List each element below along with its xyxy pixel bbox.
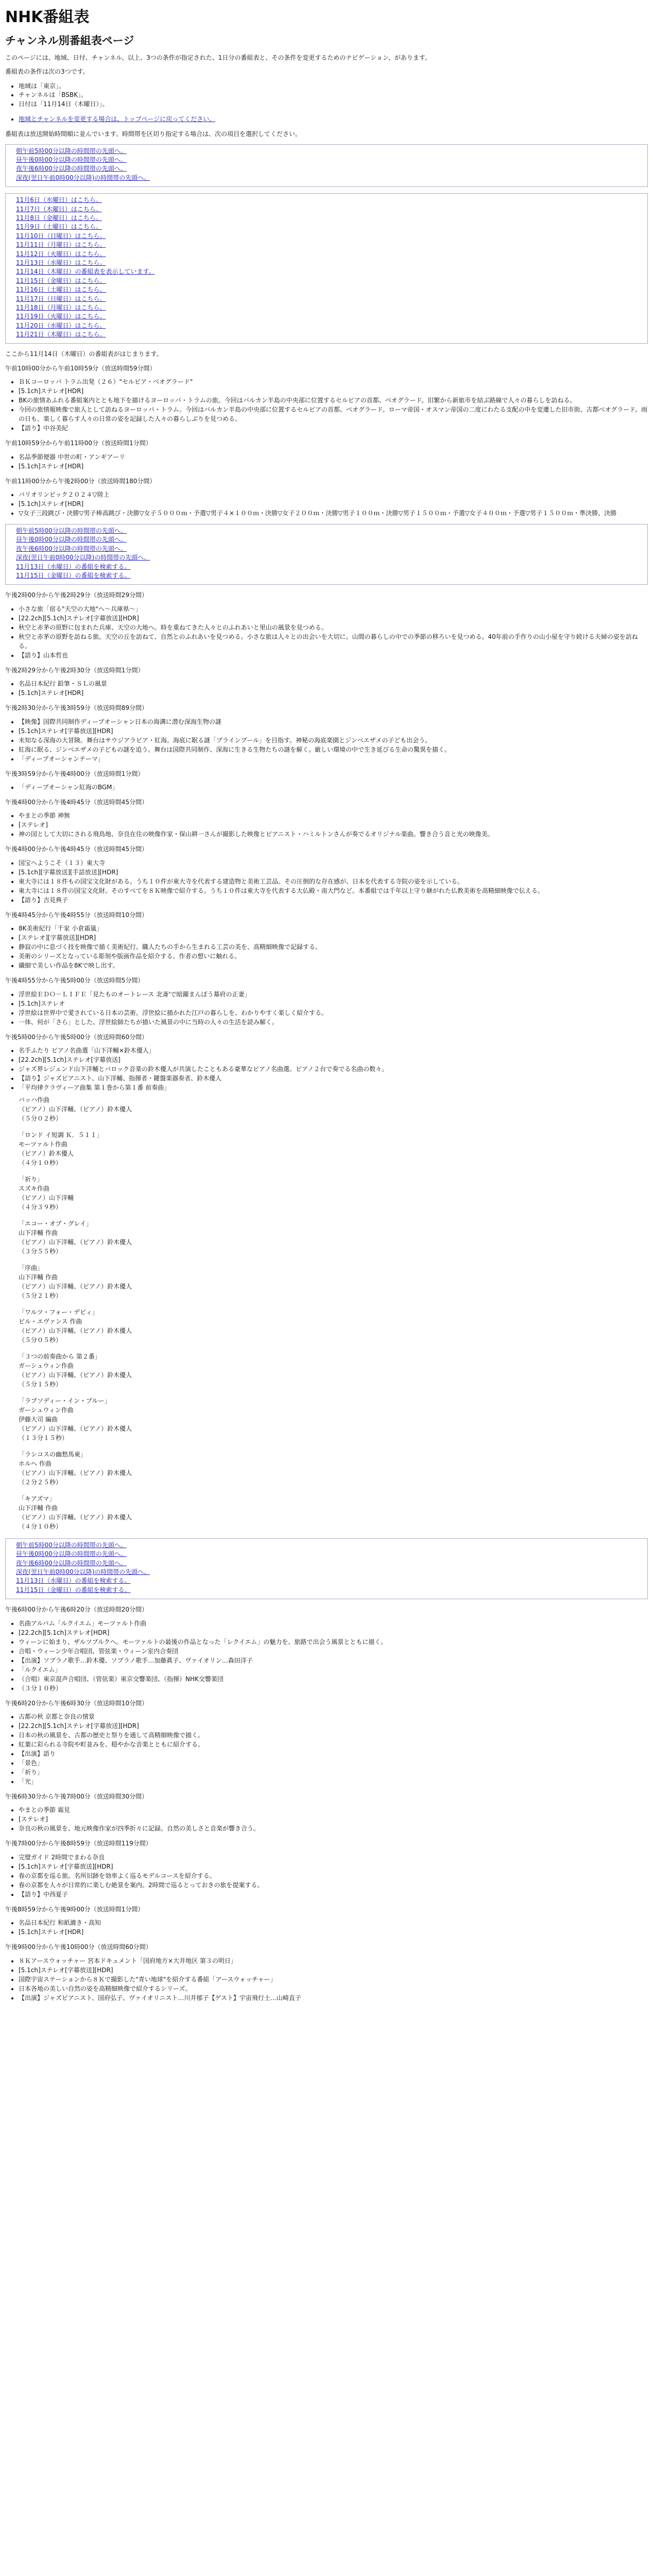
mid-nav2-link[interactable]: 朝午前5時00分以降の時間帯の先頭へ。 — [16, 1541, 127, 1549]
program-details — [5, 858, 648, 905]
program-slot — [5, 1839, 648, 1899]
piece-line: スズキ作曲 — [19, 1184, 50, 1192]
program-slot — [5, 591, 648, 659]
program-detail: • 国際宇宙ステーションから８Ｋで撮影した"青い地球"を紹介する番組「アースウォッチャー」 — [19, 1975, 648, 1984]
date-nav-item — [16, 241, 644, 249]
date-nav-link[interactable]: 11月13日（水曜日）はこちら。 — [16, 259, 106, 266]
program-details — [5, 990, 648, 1027]
program-detail: • [22.2ch][5.1ch]ステレオ[字幕放送][HDR] — [19, 614, 648, 623]
mid-nav-item — [16, 553, 644, 562]
program-detail: • [5.1ch]ステレオ[HDR] — [19, 462, 648, 471]
program-detail: • 名品日本紀行 鉛筆・ＳＬの風景 — [19, 679, 648, 688]
program-detail: • [22.2ch][5.1ch]ステレオ[HDR] — [19, 1628, 648, 1637]
program-details — [5, 924, 648, 970]
piece-item — [19, 1263, 648, 1300]
mid-nav2-link[interactable]: 夜午後6時00分以降の時間帯の先頭へ。 — [16, 1559, 127, 1567]
piece-line: （４分１０秒） — [19, 1159, 62, 1166]
piece-line: 伊藤大司 編曲 — [19, 1415, 58, 1423]
program-slot — [5, 911, 648, 970]
program-detail: • [ステレオ][字幕放送][HDR] — [19, 933, 648, 942]
program-slot — [5, 1905, 648, 1937]
program-detail: • 【語り】ジャズピアニスト、山下洋輔、指揮者・鍵盤楽器奏者、鈴木優人 — [19, 1074, 648, 1083]
program-slot — [5, 1699, 648, 1786]
program-detail: • （３分１０秒） — [19, 1684, 648, 1693]
program-details — [5, 717, 648, 764]
mid-nav-list — [9, 527, 644, 580]
date-nav-item — [16, 330, 644, 339]
program-detail: • ジャズ界レジェンド山下洋輔とバロック音楽の鈴木優人が共演したこともある豪華なピアノ名曲選。ピアノ２台で奏でる名曲の数々。 — [19, 1064, 648, 1074]
program-detail: • [5.1ch]ステレオ — [19, 999, 648, 1008]
program-details — [5, 1805, 648, 1833]
condition-item: • 日付は「11月14日（木曜日）」。 — [19, 100, 648, 109]
mid-nav2-link[interactable]: 昼午後0時00分以降の時間帯の先頭へ。 — [16, 1550, 127, 1558]
program-list-c — [5, 1605, 648, 2002]
program-detail: • 【語り】中西夏子 — [19, 1890, 648, 1899]
mid-nav-link[interactable]: 朝午前5時00分以降の時間帯の先頭へ。 — [16, 527, 127, 535]
program-detail: • BKの旅情あふれる番組案内ととも地下を描けるヨーロッパ・トラムの旅。今回はバルカン半島の中央部に位置するセルビアの首都、ベオグラード。旧繁から新旅市を結ぶ路線で人々の暮らしを訪ねる。 — [19, 396, 648, 405]
program-detail: • 浮世絵は世界中で愛されている日本の芸術。浮世絵に描かれた江戸の暮らしを、わかりやすく楽しく紹介する。 — [19, 1008, 648, 1018]
piece-line: （ピアノ）山下洋輔、（ピアノ）鈴木優人 — [19, 1425, 132, 1432]
program-slot — [5, 798, 648, 839]
list-start-text: ここから11月14日（木曜日）の番組表がはじまります。 — [5, 350, 163, 358]
piece-line: 「序曲」 — [19, 1264, 44, 1272]
date-nav-link[interactable]: 11月12日（火曜日）はこちら。 — [16, 250, 106, 258]
program-slot — [5, 1605, 648, 1692]
program-time: 午後6時20分から午後6時30分（放送時間10分間） — [5, 1699, 148, 1707]
date-nav-list — [9, 196, 644, 339]
date-nav-link[interactable]: 11月20日（水曜日）はこちら。 — [16, 321, 106, 329]
piece-line: （ピアノ）山下洋輔、（ピアノ）鈴木優人 — [19, 1469, 132, 1477]
piece-line: （ピアノ）山下洋輔 — [19, 1194, 74, 1201]
date-nav-link[interactable]: 11月6日（水曜日）はこちら。 — [16, 196, 102, 204]
program-detail: • 神の国として大切にされる飛鳥地、奈良在住の映像作家・保山耕一さんが撮影した映像とピアニスト・ハミルトンさんが奏でるオリジナル楽曲。響き合う音と光の映像美。 — [19, 829, 648, 839]
date-nav-link[interactable]: 11月21日（木曜日）はこちら。 — [16, 331, 106, 338]
date-nav-link[interactable]: 11月18日（月曜日）はこちら。 — [16, 303, 106, 311]
program-slot — [5, 364, 648, 433]
program-detail: • 合唱・ウィーン少年合唱団、管弦楽・ウィーン室内合奏団 — [19, 1647, 648, 1656]
program-time: 午後2時30分から午後3時59分（放送時間89分間） — [5, 704, 148, 712]
conditions-list — [5, 82, 648, 109]
program-slot — [5, 704, 648, 763]
mid-nav-link[interactable]: 昼午後0時00分以降の時間帯の先頭へ。 — [16, 536, 127, 544]
mid-nav-box-2 — [5, 1538, 648, 1599]
date-nav-link[interactable]: 11月19日（火曜日）はこちら。 — [16, 313, 106, 320]
date-nav-item — [16, 267, 644, 276]
piece-item — [19, 1130, 648, 1167]
date-nav-item — [16, 196, 644, 205]
program-detail: • 紅海に眠る、ジンベエザメの子どもの謎を追う。舞台は国際共同制作、深海に生きる生物たちの謎を解く。厳しい環境の中で生き延びる生命の驚異を描く。 — [19, 745, 648, 754]
date-nav-box — [5, 193, 648, 344]
program-detail: • やまとの季節 霜見 — [19, 1805, 648, 1815]
program-detail: • 名曲アルバム「ルクイエム」モーツァルト作曲 — [19, 1619, 648, 1628]
piece-line: ホルヘ 作曲 — [19, 1460, 51, 1467]
program-detail: • 国宝へようこそ（１３）東大寺 — [19, 858, 648, 868]
program-detail: • 小さな旅「宿る"天空の大地"へ〜兵庫県〜」 — [19, 604, 648, 614]
program-detail: • 春の京都を巡る旅。名所旧跡を効率よく巡るモデルコースを紹介する。 — [19, 1871, 648, 1880]
program-detail: • ウィーンに始まり、ザルツブルクへ。モーツァルトの最後の作品となった「レクイエム」の魅力を、旅路で出会う風景とともに描く。 — [19, 1637, 648, 1647]
mid-nav-link[interactable]: 11月15日（金曜日）の番組を検索する。 — [16, 572, 131, 579]
program-detail: • 奈良の秋の風景を、地元映像作家が四季折々に記録。自然の美しさと音楽が響き合う。 — [19, 1824, 648, 1833]
date-nav-link[interactable]: 11月9日（土曜日）はこちら。 — [16, 223, 102, 231]
program-details — [5, 783, 648, 792]
program-detail: • 日本の秋の風景を、古都の歴史と祭りを通して高精細映像で描く。 — [19, 1731, 648, 1740]
program-detail: • [5.1ch]ステレオ[字幕放送][HDR] — [19, 1862, 648, 1871]
program-detail: • やまとの季節 神無 — [19, 811, 648, 820]
program-slot — [5, 1792, 648, 1833]
program-detail: • 繊細で美しい作品を8Kで映し出す。 — [19, 961, 648, 970]
date-nav-link[interactable]: 11月16日（土曜日）はこちら。 — [16, 286, 106, 294]
date-nav-item — [16, 303, 644, 312]
piece-line: ビル・エヴァンス 作曲 — [19, 1317, 82, 1325]
piece-item — [19, 1352, 648, 1389]
date-nav-item — [16, 312, 644, 321]
piece-line: ガーシュウィン作曲 — [19, 1406, 74, 1414]
program-time: 午後4時45分から午後4時55分（放送時間10分間） — [5, 911, 148, 919]
date-nav-link[interactable]: 11月15日（金曜日）はこちら。 — [16, 277, 106, 284]
time-nav-link[interactable]: 夜午後6時00分以降の時間帯の先頭へ。 — [16, 165, 127, 173]
program-detail: • [5.1ch]ステレオ[HDR] — [19, 1927, 648, 1937]
program-slot — [5, 1033, 648, 1531]
date-nav-item — [16, 214, 644, 223]
mid-nav-item — [16, 563, 644, 571]
program-detail: • 【語り】山本哲也 — [19, 651, 648, 660]
piece-item — [19, 1308, 648, 1345]
program-detail: • 【出演】ソプラノ歌手…鈴木優、ソプラノ歌手…加藤眞子、ヴァイオリン…森田洋子 — [19, 1656, 648, 1665]
piece-line: （４分１０秒） — [19, 1522, 62, 1530]
date-nav-link[interactable]: 11月14日（木曜日）の番組表を表示しています。 — [16, 268, 155, 276]
program-slot — [5, 845, 648, 904]
program-time: 午後2時29分から午後2時30分（放送時間1分間） — [5, 666, 144, 674]
mid-nav-link[interactable]: 11月13日（水曜日）の番組を検索する。 — [16, 563, 131, 570]
program-detail: • 「祈り」 — [19, 1768, 648, 1777]
piece-line: 「ラプソディー・イン・ブルー」 — [19, 1397, 111, 1404]
mid-nav2-link[interactable]: 11月13日（水曜日）の番組を検索する。 — [16, 1577, 131, 1585]
mid-nav-item — [16, 545, 644, 553]
program-detail: • 美術のシリーズとなっている彫刻や版画作品を紹介する。作者の想いに触れる。 — [19, 952, 648, 961]
mid-nav-link[interactable]: 夜午後6時00分以降の時間帯の先頭へ。 — [16, 545, 127, 552]
program-detail: • 浮世絵ＥＤＯ－ＬＩＦＥ「見たものオートレース 北斎'で暗躍まんぼう幕府の正妻」 — [19, 990, 648, 999]
program-detail: • 秋空と赤茅の原野を訪ねる旅。天空の丘を訪ねて、自然とのふれあいを見つめる。小さな旅は人々との出会いを大切に。山間の暮らしの中での季節の移ろいを見つめる。40年前の手作りの山小屋を守り続ける夫婦の姿を訪ねる。 — [19, 632, 648, 651]
program-details — [5, 452, 648, 471]
program-detail: • [5.1ch]ステレオ[字幕放送][HDR] — [19, 1965, 648, 1975]
program-detail: • [ステレオ] — [19, 1815, 648, 1824]
time-nav-item — [16, 156, 644, 164]
piece-line: ガーシュウィン作曲 — [19, 1362, 74, 1369]
piece-line: （５分１５秒） — [19, 1380, 62, 1388]
program-detail: • 「平均律クラヴィーア曲集 第１巻から第１番 前奏曲」 — [19, 1083, 648, 1092]
page-subtitle: チャンネル別番組表ページ — [5, 34, 134, 47]
date-nav-item — [16, 321, 644, 330]
date-nav-link[interactable]: 11月7日（木曜日）はこちら。 — [16, 205, 102, 213]
program-detail: • 一体、何が「さら」とした、浮世絵師たちが描いた風景の中に当時の人々の生活を読み解く。 — [19, 1018, 648, 1027]
piece-line: （ピアノ）山下洋輔、（ピアノ）鈴木優人 — [19, 1327, 132, 1334]
piece-line: （４分３９秒） — [19, 1203, 62, 1211]
program-detail: • ＢＫコーロッパ トラム出発（２６）"セルビア・ベオグラード" — [19, 377, 648, 386]
program-detail: • [22.2ch][5.1ch]ステレオ[字幕放送][HDR] — [19, 1721, 648, 1731]
program-list-a — [5, 364, 648, 518]
program-detail: • 名品日本紀行 和紙漉き・高知 — [19, 1918, 648, 1927]
mid-nav2-item — [16, 1550, 644, 1558]
date-nav-link[interactable]: 11月8日（金曜日）はこちら。 — [16, 214, 102, 222]
date-nav-item — [16, 205, 644, 214]
program-detail: • 紅葉に彩られる寺院や町並みを、穏やかな音楽とともに紹介する。 — [19, 1740, 648, 1749]
piece-line: （ピアノ）鈴木優人 — [19, 1149, 74, 1157]
program-detail: • [5.1ch]ステレオ[HDR] — [19, 688, 648, 698]
piece-item — [19, 1219, 648, 1256]
date-nav-link[interactable]: 11月10日（日曜日）はこちら。 — [16, 232, 106, 240]
program-time: 午後3時59分から午後4時00分（放送時間1分間） — [5, 770, 144, 777]
piece-line: 山下洋輔 作曲 — [19, 1504, 58, 1512]
program-time: 午後2時00分から午後2時29分（放送時間29分間） — [5, 591, 148, 599]
program-detail: • 春の京都を人々が日常的に楽しむ絶景を案内。2時間で巡るとっておきの旅を提案する。 — [19, 1880, 648, 1890]
mid-nav-link[interactable]: 深夜(翌日午前0時00分以降)の時間帯の先頭へ。 — [16, 554, 150, 562]
program-detail: • [22.2ch][5.1ch]ステレオ[字幕放送] — [19, 1055, 648, 1064]
date-note: 番組表は放送開始時間順に並んでいます。時間帯を区切り指定する場合は、次の項目を選択してください。 — [5, 130, 302, 138]
page-title: NHK番組表 — [5, 8, 90, 26]
mid-nav-item — [16, 527, 644, 535]
date-nav-link[interactable]: 11月11日（月曜日）はこちら。 — [16, 241, 106, 249]
program-detail: • 東大寺には１８件の国宝文化財。そのすべてを８Ｋ映像で紹介する。うち１０件は東大寺を代表する大仏殿・南大門など。本番組では千年以上守り継がれた仏教美術を高精細映像で伝える。 — [19, 886, 648, 895]
program-time: 午後6時30分から午後7時00分（放送時間30分間） — [5, 1793, 148, 1801]
date-nav-item — [16, 277, 644, 285]
mid-nav2-item — [16, 1568, 644, 1577]
piece-item — [19, 1175, 648, 1212]
piece-line: 「祈り」 — [19, 1175, 44, 1183]
mid-nav2-item — [16, 1577, 644, 1585]
piece-line: 山下洋輔 作曲 — [19, 1229, 58, 1236]
piece-line: （ピアノ）山下洋輔、（ピアノ）鈴木優人 — [19, 1371, 132, 1379]
program-details — [5, 811, 648, 839]
date-nav-item — [16, 285, 644, 294]
piece-item — [19, 1450, 648, 1487]
program-slot — [5, 477, 648, 518]
top-change-list — [5, 115, 648, 124]
program-time: 午後5時00分から午後5時00分（放送時間60分間） — [5, 1033, 148, 1041]
program-detail: • [5.1ch]ステレオ[HDR] — [19, 499, 648, 509]
piece-line: 「ワルツ・フォー・デビィ」 — [19, 1308, 98, 1316]
program-detail: • 名手ふたり ピアノ名曲選「山下洋輔×鈴木優人」 — [19, 1046, 648, 1055]
condition-item: • 地域は「東京」。 — [19, 82, 648, 91]
program-detail: • 「光」 — [19, 1777, 648, 1786]
mid-nav2-item — [16, 1541, 644, 1550]
program-details — [5, 679, 648, 698]
date-nav-item — [16, 295, 644, 303]
time-nav-link[interactable]: 昼午後0時00分以降の時間帯の先頭へ。 — [16, 156, 127, 164]
program-detail: • 【語り】中谷美紀 — [19, 423, 648, 433]
time-nav-item — [16, 164, 644, 173]
program-time: 午後4時55分から午後5時00分（放送時間5分間） — [5, 977, 144, 985]
mid-nav-item — [16, 571, 644, 580]
program-detail: • （合唱）東京混声合唱団、（管弦楽）東京交響楽団、（指揮）NHK交響楽団 — [19, 1674, 648, 1684]
program-detail: • [ステレオ] — [19, 820, 648, 829]
mid-nav-list-2 — [9, 1541, 644, 1595]
intro-text: このページには、地域、日付、チャンネル、以上、3つの条件が指定された、1日分の番組表と、その条件を変更するためのナビゲーション、があります。 — [5, 54, 431, 61]
program-detail: • 【語り】吉見典子 — [19, 895, 648, 905]
program-details — [5, 1918, 648, 1937]
program-time: 午後6時00分から午後6時20分（放送時間20分間） — [5, 1606, 148, 1614]
program-slot — [5, 976, 648, 1026]
program-detail: • 東大寺には１８件もの国宝文化財がある。うち１０件が東大寺を代表する建造物と美術工芸品。その圧倒的な存在感が、日本を代表する寺院の姿を示している。 — [19, 877, 648, 886]
program-detail: • 「ディープオーシャン紅海のBGM」 — [19, 783, 648, 792]
program-slot — [5, 439, 648, 470]
program-detail: • 完璧ガイド 2時間でまわる奈良 — [19, 1853, 648, 1862]
program-time: 午前10時59分から午前11時00分（放送時間1分間） — [5, 439, 152, 447]
piece-line: （ピアノ）山下洋輔、（ピアノ）鈴木優人 — [19, 1105, 132, 1113]
program-detail: • 静寂の中に息づく技を映像で描く美術紀行。職人たちの手から生まれる工芸の美を、高精細映像で記録する。 — [19, 942, 648, 952]
piece-line: 「ラシコスの幽愁馬東」 — [19, 1450, 87, 1458]
mid-nav2-link[interactable]: 11月15日（金曜日）の番組を検索する。 — [16, 1586, 131, 1594]
piece-item — [19, 1494, 648, 1531]
program-details — [5, 604, 648, 660]
program-details — [5, 1853, 648, 1899]
program-details — [5, 1619, 648, 1693]
time-nav-item — [16, 174, 644, 182]
program-list-b — [5, 591, 648, 1531]
mid-nav2-link[interactable]: 深夜(翌日午前0時00分以降)の時間帯の先頭へ。 — [16, 1568, 150, 1576]
piece-line: （３分５５秒） — [19, 1247, 62, 1255]
program-detail: • 古都の秋 京都と奈良の情景 — [19, 1712, 648, 1721]
piece-line: 「ロンド イ短調 Ｋ．５１１」 — [19, 1131, 103, 1139]
piece-line: （１３分１５秒） — [19, 1434, 68, 1442]
program-time: 午前10時00分から午前10時59分（放送時間59分間） — [5, 364, 156, 372]
program-detail: • 【出演】語り — [19, 1749, 648, 1758]
time-nav-link[interactable]: 深夜(翌日午前0時00分以降)の時間帯の先頭へ。 — [16, 174, 150, 181]
program-detail: • [5.1ch]ステレオ[字幕放送][HDR] — [19, 726, 648, 736]
program-detail: • 「景色」 — [19, 1758, 648, 1768]
time-nav-link[interactable]: 朝午前5時00分以降の時間帯の先頭へ。 — [16, 147, 127, 155]
program-time: 午後7時00分から午後8時59分（放送時間119分間） — [5, 1840, 152, 1848]
program-time: 午後9時00分から午後10時00分（放送時間60分間） — [5, 1943, 152, 1951]
piece-line: （５分０２秒） — [19, 1114, 62, 1122]
program-detail: • 8K美術紀行「千家 小倉霜嵐」 — [19, 924, 648, 933]
piece-list — [5, 1095, 648, 1531]
program-time: 午後8時59分から午後9時00分（放送時間1分間） — [5, 1905, 144, 1913]
mid-nav-box — [5, 524, 648, 585]
program-detail: • ８Ｋアースウォッチャー 宮本ドキュメント「国府地方×大井地区 第３の明日」 — [19, 1956, 648, 1965]
program-slot — [5, 770, 648, 792]
time-nav-box — [5, 144, 648, 188]
mid-nav-item — [16, 535, 644, 544]
program-detail: • 日本各地の美しい自然の姿を高精細映像で紹介するシリーズ。 — [19, 1984, 648, 1993]
piece-line: 「エコー・オブ・グレイ」 — [19, 1219, 93, 1227]
date-nav-item — [16, 259, 644, 267]
piece-item — [19, 1095, 648, 1123]
program-detail: • パリオリンピック２０２４▽陸上 — [19, 490, 648, 499]
program-detail: • [5.1ch][字幕放送][手話放送][HDR] — [19, 868, 648, 877]
piece-line: 「３つの前奏曲から 第２番」 — [19, 1352, 101, 1360]
piece-line: （５分０５秒） — [19, 1336, 62, 1344]
date-nav-item — [16, 232, 644, 241]
condition-item: • チャンネルは「BSBK」。 — [19, 91, 648, 99]
time-nav-list — [9, 147, 644, 183]
program-details — [5, 490, 648, 518]
program-slot — [5, 1943, 648, 2002]
piece-item — [19, 1396, 648, 1443]
piece-line: （５分２１秒） — [19, 1292, 62, 1299]
piece-line: （ピアノ）山下洋輔、（ピアノ）鈴木優人 — [19, 1238, 132, 1246]
program-detail: • 【映像】国際共同制作ディープオーシャン日本の海溝に潜む深海生物の謎 — [19, 717, 648, 726]
program-detail: • 今回の旅情報映像で旅人として訪ねるヨーロッパ・トラム。今回はバルカン半島の中央部に位置するセルビアの首都、ベオグラード。ローマ帝国・オスマン帝国の二度にわたる支配の中を変遷した旧市街、古都ベオグラード。雨の日も、楽しく暮らす人々の日常の姿を記録した人々の暮らしぶりを見つめる。 — [19, 405, 648, 423]
piece-line: モーツァルト作曲 — [19, 1140, 67, 1148]
program-details — [5, 377, 648, 433]
mid-nav2-item — [16, 1586, 644, 1595]
program-details — [5, 1956, 648, 2003]
program-detail: • ▽女子三段跳び・決勝▽男子棒高跳び・決勝▽女子５０００ｍ・予選▽男子４×１００ｍ・決勝▽女子２００ｍ・決勝▽男子１００ｍ・決勝▽男子１５００ｍ・予選▽女子４００ｍ・予選▽男子１５００ｍ・準決勝、決勝 — [19, 509, 648, 518]
piece-line: （２分２５秒） — [19, 1478, 62, 1486]
time-nav-item — [16, 147, 644, 156]
program-detail: • 「ルクイエム」 — [19, 1665, 648, 1674]
date-nav-item — [16, 223, 644, 231]
program-details — [5, 1046, 648, 1092]
mid-nav2-item — [16, 1559, 644, 1568]
program-time: 午前11時00分から午後2時00分（放送時間180分間） — [5, 477, 156, 485]
date-nav-item — [16, 250, 644, 259]
conditions-note: 番組表の条件は次の3つです。 — [5, 68, 89, 76]
date-nav-link[interactable]: 11月17日（日曜日）はこちら。 — [16, 295, 106, 302]
program-time: 午後4時00分から午後4時45分（放送時間45分間） — [5, 798, 148, 806]
program-detail: • 【出演】ジャズピアニスト、国府弘子、ヴァイオリニスト…川井郁子【ゲスト】宇宙飛行士…山崎直子 — [19, 1993, 648, 2003]
top-change-item — [19, 115, 648, 124]
program-detail: • 秋空と赤茅の原野に包まれた兵庫、天空の大地へ。時を重ねてきた人々とのふれあいと里山の風景を見つめる。 — [19, 623, 648, 632]
program-detail: • 未知なる深海の大冒険。舞台はサウジアラビア・紅海。海底に眠る謎「ブラインプール」を目指す。神秘の海底楽園とジンベエザメの子ども出会う。 — [19, 736, 648, 745]
piece-line: （ピアノ）山下洋輔、（ピアノ）鈴木優人 — [19, 1282, 132, 1290]
program-detail: • 名品季節便器 中世の町・アンギアーリ — [19, 452, 648, 462]
piece-line: バッハ作曲 — [19, 1096, 50, 1104]
program-time: 午後4時00分から午後4時45分（放送時間45分間） — [5, 845, 148, 853]
piece-line: 山下洋輔 作曲 — [19, 1273, 58, 1281]
piece-line: 「キアズマ」 — [19, 1495, 56, 1502]
program-detail: • 「ディープオーシャンテーマ」 — [19, 754, 648, 764]
program-detail: • [5.1ch]ステレオ[HDR] — [19, 386, 648, 396]
top-change-link[interactable]: 地域とチャンネルを変更する場合は、トップページに戻ってください。 — [19, 115, 216, 123]
program-slot — [5, 666, 648, 698]
piece-line: （ピアノ）山下洋輔、（ピアノ）鈴木優人 — [19, 1513, 132, 1521]
program-details — [5, 1712, 648, 1786]
